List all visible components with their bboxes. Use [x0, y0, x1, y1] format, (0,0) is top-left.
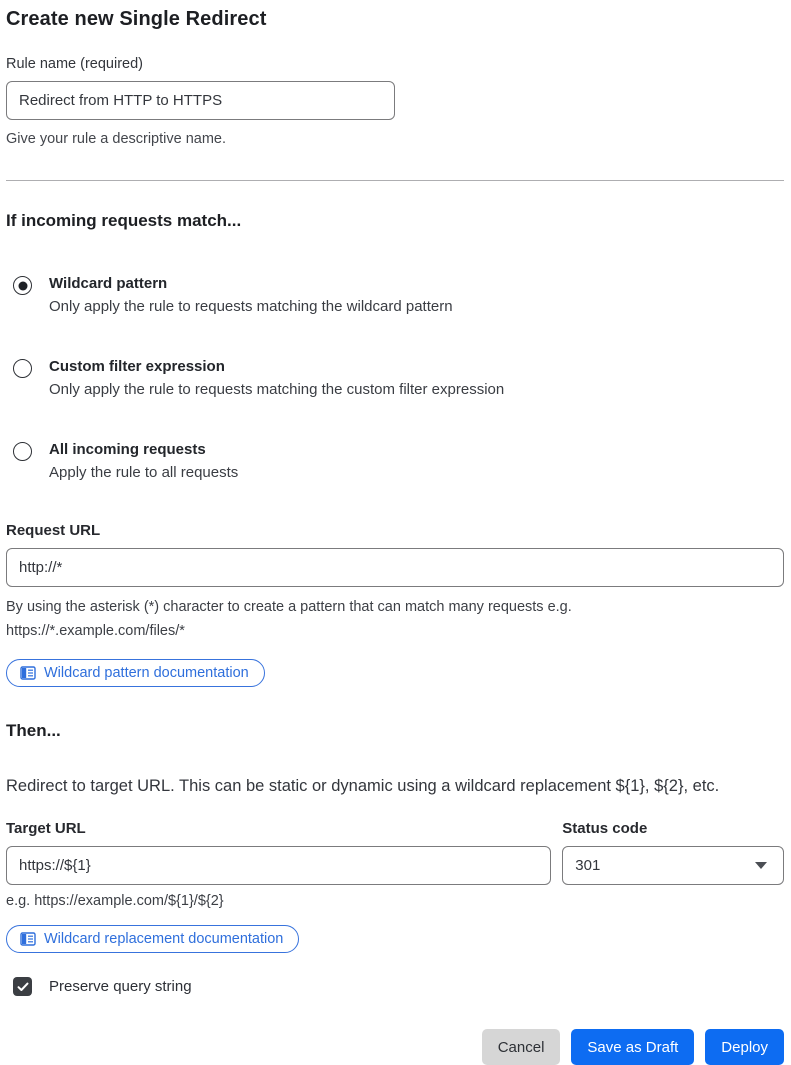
- request-url-help: [6, 595, 784, 643]
- rule-name-input[interactable]: [6, 81, 395, 120]
- target-url-label: Target URL: [6, 820, 86, 837]
- radio-description: Only apply the rule to requests matching the custom filter expression: [49, 381, 505, 398]
- request-url-help-line2: https://*.example.com/files/*: [6, 623, 185, 639]
- radio-option-wildcard-pattern[interactable]: [6, 273, 784, 318]
- radio-unselected-icon[interactable]: [13, 442, 32, 461]
- radio-description: Apply the rule to all requests: [49, 464, 239, 481]
- then-section-description: Redirect to target URL. This can be static or dynamic using a wildcard replacement ${1}, ${2}, etc.: [6, 777, 720, 795]
- wildcard-pattern-docs-label: Wildcard pattern documentation: [44, 665, 249, 681]
- wildcard-pattern-docs-button[interactable]: [6, 659, 265, 687]
- chevron-down-icon: [755, 862, 767, 869]
- radio-label: Custom filter expression: [49, 358, 225, 375]
- wildcard-replacement-docs-label: Wildcard replacement documentation: [44, 931, 284, 947]
- radio-description: Only apply the rule to requests matching the wildcard pattern: [49, 298, 453, 315]
- target-row: [6, 820, 784, 885]
- radio-unselected-icon[interactable]: [13, 359, 32, 378]
- radio-selected-icon[interactable]: [13, 276, 32, 295]
- wildcard-replacement-docs-button[interactable]: [6, 925, 299, 953]
- book-icon: [20, 666, 36, 680]
- status-code-label: Status code: [562, 820, 648, 837]
- cancel-button[interactable]: Cancel: [482, 1029, 561, 1065]
- preserve-query-row[interactable]: [6, 977, 784, 996]
- deploy-button[interactable]: Deploy: [705, 1029, 784, 1065]
- match-section-heading: If incoming requests match...: [6, 211, 242, 230]
- preserve-query-label: Preserve query string: [49, 978, 192, 995]
- status-code-column: [562, 820, 784, 885]
- match-type-radio-group: [6, 273, 784, 484]
- target-url-column: [6, 820, 551, 885]
- book-icon: [20, 932, 36, 946]
- radio-label: Wildcard pattern: [49, 275, 168, 292]
- save-as-draft-button[interactable]: Save as Draft: [571, 1029, 694, 1065]
- rule-name-help: Give your rule a descriptive name.: [6, 131, 227, 147]
- radio-option-all-incoming-requests[interactable]: [6, 439, 784, 484]
- rule-name-label: Rule name (required): [6, 56, 144, 72]
- section-divider: [6, 180, 784, 181]
- request-url-help-line1: By using the asterisk (*) character to create a pattern that can match many requests e.g.: [6, 599, 572, 615]
- page-title: Create new Single Redirect: [6, 8, 267, 30]
- status-code-select[interactable]: [562, 846, 784, 885]
- checkbox-checked-icon[interactable]: [13, 977, 32, 996]
- request-url-input[interactable]: [6, 548, 784, 587]
- radio-label: All incoming requests: [49, 441, 206, 458]
- footer-actions: [6, 1029, 784, 1065]
- radio-option-custom-filter-expression[interactable]: [6, 356, 784, 401]
- then-section-heading: Then...: [6, 721, 61, 740]
- target-url-input[interactable]: [6, 846, 551, 885]
- target-url-help: e.g. https://example.com/${1}/${2}: [6, 893, 224, 909]
- request-url-block: [6, 522, 784, 687]
- status-code-value: 301: [575, 857, 601, 874]
- request-url-label: Request URL: [6, 522, 101, 539]
